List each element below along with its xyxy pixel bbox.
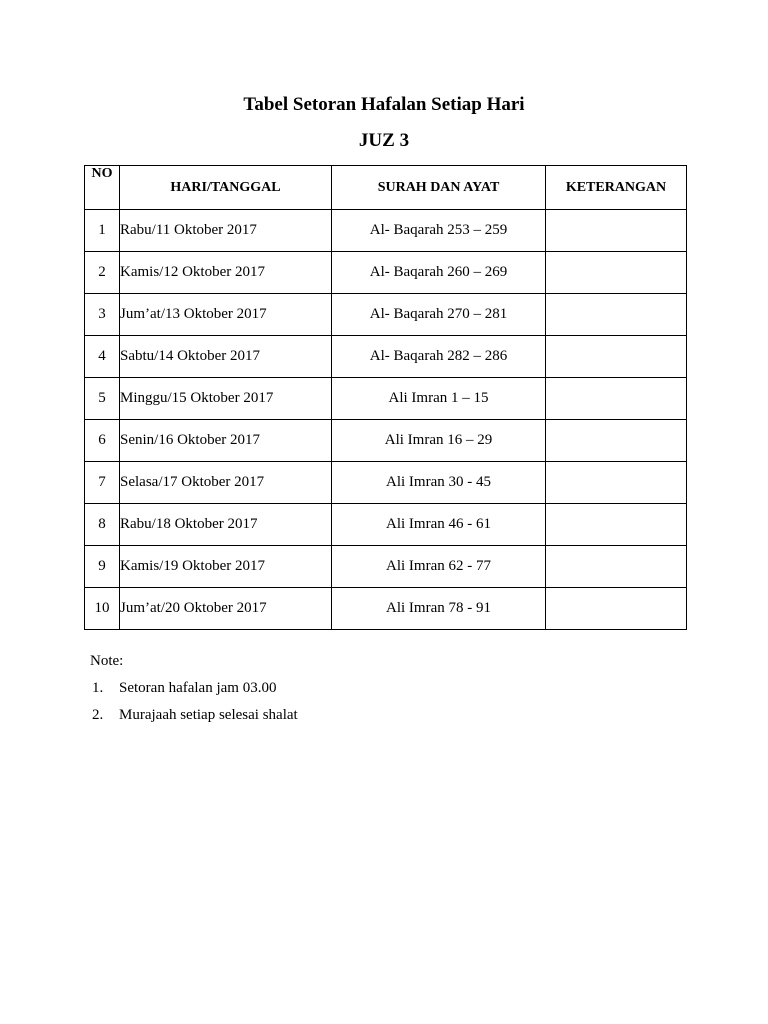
document-subtitle: JUZ 3 xyxy=(358,130,410,151)
table-row xyxy=(85,336,687,378)
cell-no: 8 xyxy=(85,504,120,546)
table-row xyxy=(85,294,687,336)
cell-keterangan xyxy=(546,336,687,378)
cell-keterangan xyxy=(546,210,687,252)
table-row xyxy=(85,588,687,630)
table-row xyxy=(85,252,687,294)
cell-keterangan xyxy=(546,462,687,504)
schedule-table xyxy=(84,165,687,630)
cell-surah-dan-ayat: Al- Baqarah 260 – 269 xyxy=(332,252,546,294)
cell-keterangan xyxy=(546,504,687,546)
cell-keterangan xyxy=(546,420,687,462)
note-number: 1. xyxy=(92,680,104,696)
cell-hari-tanggal: Kamis/12 Oktober 2017 xyxy=(120,252,332,294)
note-number: 2. xyxy=(92,707,104,723)
cell-hari-tanggal: Selasa/17 Oktober 2017 xyxy=(120,462,332,504)
note-text: Murajaah setiap selesai shalat xyxy=(119,707,298,723)
cell-hari-tanggal: Senin/16 Oktober 2017 xyxy=(120,420,332,462)
table-row xyxy=(85,462,687,504)
cell-hari-tanggal: Kamis/19 Oktober 2017 xyxy=(120,546,332,588)
cell-surah-dan-ayat: Ali Imran 46 - 61 xyxy=(332,504,546,546)
table-row xyxy=(85,546,687,588)
cell-hari-tanggal: Minggu/15 Oktober 2017 xyxy=(120,378,332,420)
table-row xyxy=(85,420,687,462)
cell-hari-tanggal: Rabu/18 Oktober 2017 xyxy=(120,504,332,546)
cell-no: 1 xyxy=(85,210,120,252)
cell-no: 2 xyxy=(85,252,120,294)
cell-surah-dan-ayat: Al- Baqarah 253 – 259 xyxy=(332,210,546,252)
cell-surah-dan-ayat: Ali Imran 30 - 45 xyxy=(332,462,546,504)
cell-surah-dan-ayat: Al- Baqarah 270 – 281 xyxy=(332,294,546,336)
cell-keterangan xyxy=(546,546,687,588)
note-text: Setoran hafalan jam 03.00 xyxy=(119,680,277,696)
cell-surah-dan-ayat: Al- Baqarah 282 – 286 xyxy=(332,336,546,378)
cell-keterangan xyxy=(546,252,687,294)
cell-surah-dan-ayat: Ali Imran 62 - 77 xyxy=(332,546,546,588)
header-no: NO xyxy=(85,166,120,210)
list-item xyxy=(90,679,298,697)
header-keterangan: KETERANGAN xyxy=(546,166,687,210)
cell-no: 6 xyxy=(85,420,120,462)
cell-hari-tanggal: Rabu/11 Oktober 2017 xyxy=(120,210,332,252)
cell-keterangan xyxy=(546,378,687,420)
list-item xyxy=(90,706,298,724)
cell-surah-dan-ayat: Ali Imran 16 – 29 xyxy=(332,420,546,462)
table-header-row xyxy=(85,166,687,210)
notes-section xyxy=(90,652,298,733)
table-row xyxy=(85,378,687,420)
notes-list xyxy=(90,679,298,724)
table-row xyxy=(85,210,687,252)
cell-no: 5 xyxy=(85,378,120,420)
header-surah-dan-ayat: SURAH DAN AYAT xyxy=(332,166,546,210)
notes-label: Note: xyxy=(90,653,124,669)
cell-keterangan xyxy=(546,588,687,630)
cell-hari-tanggal: Sabtu/14 Oktober 2017 xyxy=(120,336,332,378)
table-row xyxy=(85,504,687,546)
cell-keterangan xyxy=(546,294,687,336)
cell-no: 3 xyxy=(85,294,120,336)
cell-no: 7 xyxy=(85,462,120,504)
cell-no: 10 xyxy=(85,588,120,630)
document-title: Tabel Setoran Hafalan Setiap Hari xyxy=(243,94,525,115)
cell-no: 4 xyxy=(85,336,120,378)
cell-surah-dan-ayat: Ali Imran 1 – 15 xyxy=(332,378,546,420)
cell-hari-tanggal: Jum’at/13 Oktober 2017 xyxy=(120,294,332,336)
cell-surah-dan-ayat: Ali Imran 78 - 91 xyxy=(332,588,546,630)
cell-hari-tanggal: Jum’at/20 Oktober 2017 xyxy=(120,588,332,630)
header-hari-tanggal: HARI/TANGGAL xyxy=(120,166,332,210)
cell-no: 9 xyxy=(85,546,120,588)
